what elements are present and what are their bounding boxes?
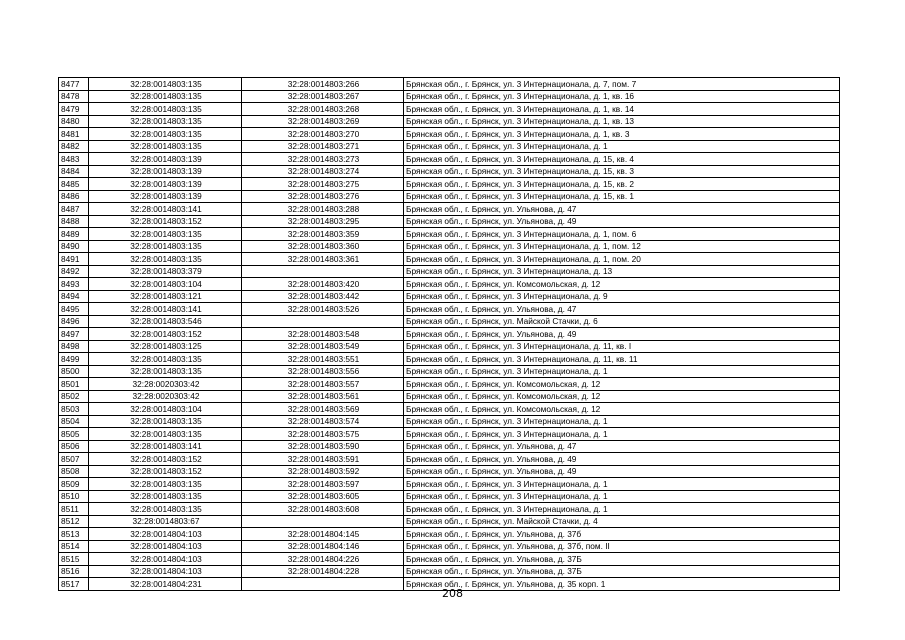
table-row — [59, 115, 840, 128]
row-number-cell: 8490 — [59, 240, 89, 253]
object-cadastral-number-cell — [242, 265, 404, 278]
object-cadastral-number-cell: 32:28:0014803:575 — [242, 428, 404, 441]
table-row — [59, 528, 840, 541]
row-number-cell: 8484 — [59, 165, 89, 178]
table-row — [59, 240, 840, 253]
cadastral-number-cell: 32:28:0014803:152 — [89, 465, 242, 478]
table-row — [59, 278, 840, 291]
row-number-cell: 8500 — [59, 365, 89, 378]
cadastral-number-cell: 32:28:0014803:104 — [89, 278, 242, 291]
object-cadastral-number-cell: 32:28:0014803:269 — [242, 115, 404, 128]
row-number-cell: 8478 — [59, 90, 89, 103]
object-cadastral-number-cell: 32:28:0014803:548 — [242, 328, 404, 341]
address-cell: Брянская обл., г. Брянск, ул. 3 Интернационала, д. 7, пом. 7 — [404, 78, 840, 91]
cadastral-number-cell: 32:28:0014803:121 — [89, 290, 242, 303]
cadastral-number-cell: 32:28:0014803:135 — [89, 140, 242, 153]
object-cadastral-number-cell: 32:28:0014803:590 — [242, 440, 404, 453]
table-row — [59, 328, 840, 341]
object-cadastral-number-cell: 32:28:0014803:268 — [242, 103, 404, 116]
address-cell: Брянская обл., г. Брянск, ул. 3 Интернационала, д. 1, кв. 16 — [404, 90, 840, 103]
object-cadastral-number-cell: 32:28:0014803:267 — [242, 90, 404, 103]
row-number-cell: 8502 — [59, 390, 89, 403]
table-body — [59, 78, 840, 591]
row-number-cell: 8504 — [59, 415, 89, 428]
cadastral-number-cell: 32:28:0014803:141 — [89, 203, 242, 216]
cadastral-number-cell: 32:28:0014803:125 — [89, 340, 242, 353]
object-cadastral-number-cell: 32:28:0014803:569 — [242, 403, 404, 416]
address-cell: Брянская обл., г. Брянск, ул. 3 Интернационала, д. 1, кв. 14 — [404, 103, 840, 116]
address-cell: Брянская обл., г. Брянск, ул. Ульянова, д. 37б, пом. II — [404, 540, 840, 553]
row-number-cell: 8505 — [59, 428, 89, 441]
object-cadastral-number-cell: 32:28:0014803:274 — [242, 165, 404, 178]
address-cell: Брянская обл., г. Брянск, ул. Ульянова, д. 49 — [404, 328, 840, 341]
address-cell: Брянская обл., г. Брянск, ул. 3 Интернационала, д. 1, пом. 20 — [404, 253, 840, 266]
cadastral-number-cell: 32:28:0020303:42 — [89, 378, 242, 391]
table-row — [59, 565, 840, 578]
address-cell: Брянская обл., г. Брянск, ул. Ульянова, д. 49 — [404, 453, 840, 466]
cadastral-number-cell: 32:28:0014803:135 — [89, 128, 242, 141]
row-number-cell: 8495 — [59, 303, 89, 316]
address-cell: Брянская обл., г. Брянск, ул. 3 Интернационала, д. 1 — [404, 490, 840, 503]
address-cell: Брянская обл., г. Брянск, ул. Ульянова, д. 49 — [404, 215, 840, 228]
object-cadastral-number-cell: 32:28:0014803:288 — [242, 203, 404, 216]
row-number-cell: 8509 — [59, 478, 89, 491]
object-cadastral-number-cell: 32:28:0014803:295 — [242, 215, 404, 228]
cadastral-number-cell: 32:28:0014803:152 — [89, 328, 242, 341]
table-row — [59, 353, 840, 366]
table-row — [59, 203, 840, 216]
address-cell: Брянская обл., г. Брянск, ул. Комсомольская, д. 12 — [404, 403, 840, 416]
table-row — [59, 415, 840, 428]
object-cadastral-number-cell: 32:28:0014803:442 — [242, 290, 404, 303]
table-row — [59, 390, 840, 403]
row-number-cell: 8507 — [59, 453, 89, 466]
address-cell: Брянская обл., г. Брянск, ул. Ульянова, д. 37б — [404, 528, 840, 541]
object-cadastral-number-cell: 32:28:0014803:561 — [242, 390, 404, 403]
cadastral-number-cell: 32:28:0014803:546 — [89, 315, 242, 328]
address-cell: Брянская обл., г. Брянск, ул. 3 Интернационала, д. 15, кв. 4 — [404, 153, 840, 166]
object-cadastral-number-cell: 32:28:0014803:276 — [242, 190, 404, 203]
table-row — [59, 440, 840, 453]
object-cadastral-number-cell: 32:28:0014803:608 — [242, 503, 404, 516]
table-row — [59, 303, 840, 316]
cadastral-number-cell: 32:28:0014803:139 — [89, 178, 242, 191]
cadastral-number-cell: 32:28:0014803:135 — [89, 415, 242, 428]
table-row — [59, 503, 840, 516]
cadastral-number-cell: 32:28:0014803:135 — [89, 353, 242, 366]
row-number-cell: 8496 — [59, 315, 89, 328]
row-number-cell: 8491 — [59, 253, 89, 266]
row-number-cell: 8494 — [59, 290, 89, 303]
address-cell: Брянская обл., г. Брянск, ул. 3 Интернационала, д. 1 — [404, 140, 840, 153]
row-number-cell: 8481 — [59, 128, 89, 141]
object-cadastral-number-cell: 32:28:0014803:551 — [242, 353, 404, 366]
row-number-cell: 8501 — [59, 378, 89, 391]
cadastral-number-cell: 32:28:0014804:103 — [89, 565, 242, 578]
table-row — [59, 553, 840, 566]
object-cadastral-number-cell: 32:28:0014803:361 — [242, 253, 404, 266]
cadastral-register-table — [58, 77, 840, 591]
table-row — [59, 153, 840, 166]
object-cadastral-number-cell: 32:28:0014803:605 — [242, 490, 404, 503]
table-row — [59, 178, 840, 191]
cadastral-number-cell: 32:28:0014803:139 — [89, 153, 242, 166]
address-cell: Брянская обл., г. Брянск, ул. 3 Интернационала, д. 11, кв. I — [404, 340, 840, 353]
cadastral-number-cell: 32:28:0014804:103 — [89, 528, 242, 541]
address-cell: Брянская обл., г. Брянск, ул. 3 Интернационала, д. 1 — [404, 428, 840, 441]
object-cadastral-number-cell: 32:28:0014803:556 — [242, 365, 404, 378]
object-cadastral-number-cell: 32:28:0014803:557 — [242, 378, 404, 391]
object-cadastral-number-cell: 32:28:0014804:226 — [242, 553, 404, 566]
row-number-cell: 8513 — [59, 528, 89, 541]
object-cadastral-number-cell: 32:28:0014803:549 — [242, 340, 404, 353]
row-number-cell: 8482 — [59, 140, 89, 153]
cadastral-number-cell: 32:28:0014803:135 — [89, 490, 242, 503]
cadastral-number-cell: 32:28:0014803:135 — [89, 503, 242, 516]
page-number: 208 — [442, 587, 463, 600]
cadastral-number-cell: 32:28:0014803:135 — [89, 78, 242, 91]
address-cell: Брянская обл., г. Брянск, ул. Ульянова, д. 47 — [404, 440, 840, 453]
row-number-cell: 8499 — [59, 353, 89, 366]
table-row — [59, 103, 840, 116]
address-cell: Брянская обл., г. Брянск, ул. 3 Интернационала, д. 1 — [404, 478, 840, 491]
address-cell: Брянская обл., г. Брянск, ул. Ульянова, д. 37Б — [404, 553, 840, 566]
table-row — [59, 453, 840, 466]
cadastral-number-cell: 32:28:0014803:141 — [89, 440, 242, 453]
table-row — [59, 190, 840, 203]
row-number-cell: 8479 — [59, 103, 89, 116]
table-row — [59, 465, 840, 478]
address-cell: Брянская обл., г. Брянск, ул. 3 Интернационала, д. 1 — [404, 415, 840, 428]
table-row — [59, 540, 840, 553]
cadastral-number-cell: 32:28:0014803:135 — [89, 90, 242, 103]
row-number-cell: 8512 — [59, 515, 89, 528]
table-row — [59, 515, 840, 528]
cadastral-number-cell: 32:28:0014803:152 — [89, 215, 242, 228]
table-row — [59, 403, 840, 416]
object-cadastral-number-cell: 32:28:0014803:270 — [242, 128, 404, 141]
address-cell: Брянская обл., г. Брянск, ул. Ульянова, д. 49 — [404, 465, 840, 478]
table-row — [59, 315, 840, 328]
cadastral-number-cell: 32:28:0014803:135 — [89, 115, 242, 128]
cadastral-number-cell: 32:28:0014803:139 — [89, 165, 242, 178]
address-cell: Брянская обл., г. Брянск, ул. 3 Интернационала, д. 11, кв. 11 — [404, 353, 840, 366]
table-row — [59, 378, 840, 391]
address-cell: Брянская обл., г. Брянск, ул. 3 Интернационала, д. 1 — [404, 503, 840, 516]
object-cadastral-number-cell: 32:28:0014803:273 — [242, 153, 404, 166]
cadastral-number-cell: 32:28:0014803:67 — [89, 515, 242, 528]
address-cell: Брянская обл., г. Брянск, ул. Ульянова, д. 47 — [404, 303, 840, 316]
cadastral-number-cell: 32:28:0014803:104 — [89, 403, 242, 416]
row-number-cell: 8486 — [59, 190, 89, 203]
address-cell: Брянская обл., г. Брянск, ул. Майской Стачки, д. 4 — [404, 515, 840, 528]
address-cell: Брянская обл., г. Брянск, ул. 3 Интернационала, д. 15, кв. 1 — [404, 190, 840, 203]
row-number-cell: 8510 — [59, 490, 89, 503]
table-row — [59, 490, 840, 503]
object-cadastral-number-cell: 32:28:0014803:591 — [242, 453, 404, 466]
row-number-cell: 8488 — [59, 215, 89, 228]
cadastral-number-cell: 32:28:0014803:135 — [89, 103, 242, 116]
address-cell: Брянская обл., г. Брянск, ул. 3 Интернационала, д. 15, кв. 3 — [404, 165, 840, 178]
address-cell: Брянская обл., г. Брянск, ул. Ульянова, д. 37Б — [404, 565, 840, 578]
cadastral-number-cell: 32:28:0020303:42 — [89, 390, 242, 403]
object-cadastral-number-cell: 32:28:0014803:597 — [242, 478, 404, 491]
row-number-cell: 8497 — [59, 328, 89, 341]
cadastral-number-cell: 32:28:0014804:103 — [89, 540, 242, 553]
cadastral-number-cell: 32:28:0014804:231 — [89, 578, 242, 591]
row-number-cell: 8515 — [59, 553, 89, 566]
object-cadastral-number-cell — [242, 515, 404, 528]
row-number-cell: 8517 — [59, 578, 89, 591]
row-number-cell: 8487 — [59, 203, 89, 216]
table-row — [59, 253, 840, 266]
cadastral-number-cell: 32:28:0014803:135 — [89, 428, 242, 441]
cadastral-number-cell: 32:28:0014803:135 — [89, 478, 242, 491]
object-cadastral-number-cell: 32:28:0014803:574 — [242, 415, 404, 428]
table-row — [59, 165, 840, 178]
row-number-cell: 8489 — [59, 228, 89, 241]
table-row — [59, 78, 840, 91]
row-number-cell: 8480 — [59, 115, 89, 128]
object-cadastral-number-cell: 32:28:0014804:145 — [242, 528, 404, 541]
cadastral-number-cell: 32:28:0014803:152 — [89, 453, 242, 466]
object-cadastral-number-cell: 32:28:0014804:146 — [242, 540, 404, 553]
table-row — [59, 265, 840, 278]
table-row — [59, 428, 840, 441]
row-number-cell: 8511 — [59, 503, 89, 516]
row-number-cell: 8506 — [59, 440, 89, 453]
row-number-cell: 8483 — [59, 153, 89, 166]
address-cell: Брянская обл., г. Брянск, ул. 3 Интернационала, д. 15, кв. 2 — [404, 178, 840, 191]
object-cadastral-number-cell: 32:28:0014803:266 — [242, 78, 404, 91]
table-row — [59, 140, 840, 153]
object-cadastral-number-cell: 32:28:0014804:228 — [242, 565, 404, 578]
address-cell: Брянская обл., г. Брянск, ул. Комсомольская, д. 12 — [404, 390, 840, 403]
table-row — [59, 478, 840, 491]
table-row — [59, 90, 840, 103]
address-cell: Брянская обл., г. Брянск, ул. 3 Интернационала, д. 9 — [404, 290, 840, 303]
row-number-cell: 8485 — [59, 178, 89, 191]
address-cell: Брянская обл., г. Брянск, ул. 3 Интернационала, д. 1, кв. 3 — [404, 128, 840, 141]
object-cadastral-number-cell: 32:28:0014803:359 — [242, 228, 404, 241]
table-row — [59, 128, 840, 141]
object-cadastral-number-cell: 32:28:0014803:526 — [242, 303, 404, 316]
address-cell: Брянская обл., г. Брянск, ул. 3 Интернационала, д. 1, кв. 13 — [404, 115, 840, 128]
address-cell: Брянская обл., г. Брянск, ул. 3 Интернационала, д. 13 — [404, 265, 840, 278]
address-cell: Брянская обл., г. Брянск, ул. 3 Интернационала, д. 1, пом. 12 — [404, 240, 840, 253]
object-cadastral-number-cell: 32:28:0014803:271 — [242, 140, 404, 153]
table-row — [59, 228, 840, 241]
row-number-cell: 8503 — [59, 403, 89, 416]
address-cell: Брянская обл., г. Брянск, ул. Комсомольская, д. 12 — [404, 278, 840, 291]
address-cell: Брянская обл., г. Брянск, ул. 3 Интернационала, д. 1 — [404, 365, 840, 378]
cadastral-number-cell: 32:28:0014803:141 — [89, 303, 242, 316]
table-row — [59, 340, 840, 353]
cadastral-number-cell: 32:28:0014803:135 — [89, 253, 242, 266]
cadastral-number-cell: 32:28:0014803:135 — [89, 228, 242, 241]
table-row — [59, 365, 840, 378]
cadastral-number-cell: 32:28:0014803:135 — [89, 365, 242, 378]
row-number-cell: 8508 — [59, 465, 89, 478]
address-cell: Брянская обл., г. Брянск, ул. Комсомольская, д. 12 — [404, 378, 840, 391]
row-number-cell: 8516 — [59, 565, 89, 578]
object-cadastral-number-cell: 32:28:0014803:360 — [242, 240, 404, 253]
row-number-cell: 8514 — [59, 540, 89, 553]
address-cell: Брянская обл., г. Брянск, ул. 3 Интернационала, д. 1, пом. 6 — [404, 228, 840, 241]
object-cadastral-number-cell: 32:28:0014803:420 — [242, 278, 404, 291]
cadastral-number-cell: 32:28:0014803:139 — [89, 190, 242, 203]
cadastral-number-cell: 32:28:0014803:379 — [89, 265, 242, 278]
row-number-cell: 8477 — [59, 78, 89, 91]
address-cell: Брянская обл., г. Брянск, ул. Майской Стачки, д. 6 — [404, 315, 840, 328]
table-row — [59, 215, 840, 228]
object-cadastral-number-cell: 32:28:0014803:275 — [242, 178, 404, 191]
table-row — [59, 290, 840, 303]
row-number-cell: 8498 — [59, 340, 89, 353]
row-number-cell: 8492 — [59, 265, 89, 278]
cadastral-number-cell: 32:28:0014804:103 — [89, 553, 242, 566]
object-cadastral-number-cell — [242, 315, 404, 328]
address-cell: Брянская обл., г. Брянск, ул. Ульянова, д. 47 — [404, 203, 840, 216]
row-number-cell: 8493 — [59, 278, 89, 291]
object-cadastral-number-cell: 32:28:0014803:592 — [242, 465, 404, 478]
address-cell: Брянская обл., г. Брянск, ул. Ульянова, д. 35 корп. 1 — [404, 578, 840, 591]
cadastral-number-cell: 32:28:0014803:135 — [89, 240, 242, 253]
